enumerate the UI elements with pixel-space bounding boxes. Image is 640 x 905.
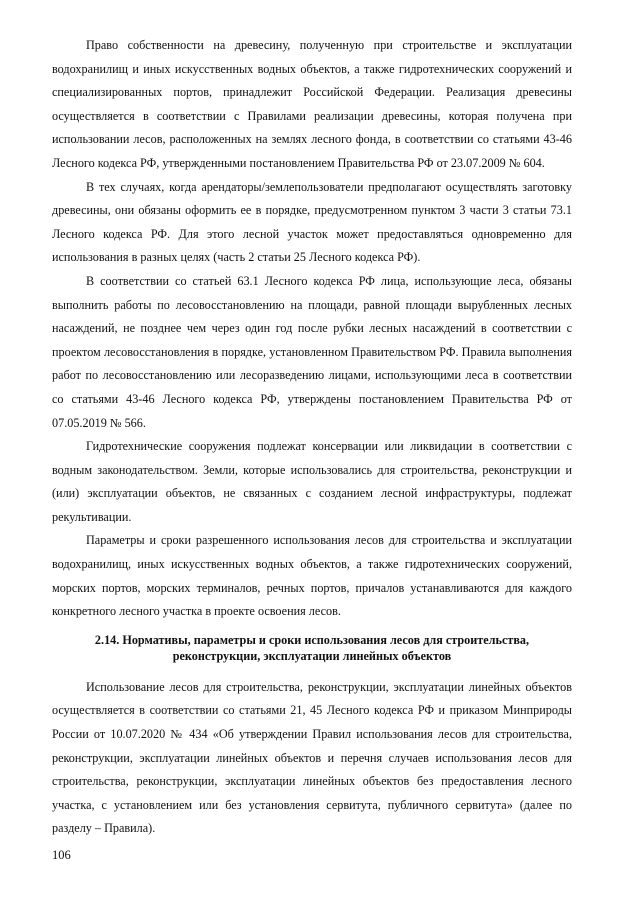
document-page (52, 34, 572, 841)
page-number: 106 (52, 848, 71, 862)
paragraph-reforestation: В соответствии со статьей 63.1 Лесного кодекса РФ лица, использующие леса, обязаны выполнить работы по лесовосстановлению на площади, равной площади вырубленных лесных насаждений, не позднее чем через один год после рубки лесных насаждений в соответствии с проектом лесовосстановления в порядке, установленном Правительством РФ. Правила выполнения работ по лесовосстановлению или лесоразведению лицами, использующими леса в соответствии со статьями 43-46 Лесного кодекса РФ, утверждены постановлением Правительства РФ от 07.05.2019 № 566. (52, 273, 572, 430)
paragraph-usage-parameters: Параметры и сроки разрешенного использования лесов для строительства и эксплуатации водохранилищ, иных искусственных водных объектов, а также гидротехнических сооружений, морских портов, морских терминалов, речных портов, причалов устанавливаются для каждого конкретного лесного участка в проекте освоения лесов. (52, 533, 572, 619)
section-heading-line-1: 2.14. Нормативы, параметры и сроки использования лесов для строительства, (94, 632, 530, 647)
paragraph-hydraulic-structures: Гидротехнические сооружения подлежат консервации или ликвидации в соответствии с водным законодательством. Земли, которые использовались для строительства, реконструкции и (или) эксплуатации объектов, не связанных с созданием лесной инфраструктуры, подлежат рекультивации. (52, 439, 572, 524)
paragraph-wood-harvesting: В тех случаях, когда арендаторы/землепользователи предполагают осуществлять заготовку древесины, они обязаны оформить ее в порядке, предусмотренном пунктом 3 части 3 статьи 73.1 Лесного кодекса РФ. Для этого лесной участок может предоставляться одновременно для использования в разных целях (часть 2 статьи 25 Лесного кодекса РФ). (52, 179, 572, 265)
section-heading (52, 632, 572, 664)
section-heading-line-2: реконструкции, эксплуатации линейных объектов (172, 648, 452, 663)
paragraph-linear-objects: Использование лесов для строительства, реконструкции, эксплуатации линейных объектов осуществляется в соответствии со статьями 21, 45 Лесного кодекса РФ и приказом Минприроды России от 10.07.2020 № 434 «Об утверждении Правил использования лесов для строительства, реконструкции, эксплуатации линейных объектов и перечня случаев использования лесов для строительства, реконструкции, эксплуатации линейных объектов без предоставления лесного участка, с установлением или без установления сервитута, публичного сервитута» (далее по разделу – Правила). (52, 679, 572, 836)
paragraph-wood-ownership: Право собственности на древесину, полученную при строительстве и эксплуатации водохранилищ и иных искусственных водных объектов, а также гидротехнических сооружений и специализированных портов, принадлежит Российской Федерации. Реализация древесины осуществляется в соответствии с Правилами реализации древесины, которая получена при использовании лесов, расположенных на землях лесного фонда, в соответствии со статьями 43-46 Лесного кодекса РФ, утвержденными постановлением Правительства РФ от 23.07.2009 № 604. (52, 38, 572, 170)
